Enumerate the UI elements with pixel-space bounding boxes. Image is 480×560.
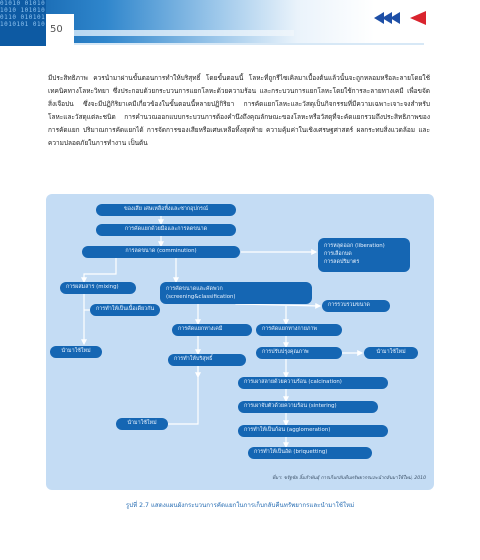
box-reuse-3: นำมาใช้ใหม่ [116, 418, 168, 430]
page-number: 50 [50, 24, 63, 35]
box-screening: การคัดขนาดและคัดพวก (screening&classification) [160, 282, 312, 304]
binary-pattern: 01010 01010 1010 101010 0110 010101 1010101 010 [0, 0, 46, 46]
box-liberation-group: การหลุดออก (liberation) การเลือกบด การลดปริมาตร [318, 238, 410, 272]
box-sintering: การเผาจับตัวด้วยความร้อน (sintering) [238, 401, 378, 413]
box-waste-scrap: ของเสีย เศษเหลือทิ้งและซากอุปกรณ์ [96, 204, 236, 216]
figure-source: ที่มา: ชรัฐชัย ลิ้มสำพันธุ์ การเก็บกลับคืนทรัพยากรและนำกลับมาใช้ใหม่, 2010 [272, 476, 426, 481]
header-rule [74, 43, 424, 45]
process-flow-diagram [46, 194, 434, 490]
box-calcination: การเผาสลายด้วยความร้อน (calcination) [238, 377, 388, 389]
header-decor-line [74, 30, 294, 36]
box-reuse-1: นำมาใช้ใหม่ [50, 346, 102, 358]
box-quality-improvement: การปรับปรุงคุณภาพ [256, 347, 342, 359]
box-mixing: การผสมสาร (mixing) [60, 282, 136, 294]
page-header [0, 0, 480, 56]
box-comminution: การลดขนาด (comminution) [82, 246, 240, 258]
nav-arrows [370, 10, 440, 26]
left-arrow-icon[interactable] [410, 11, 426, 25]
box-chemical-separation: การคัดแยกทางเคมี [172, 324, 252, 336]
box-hand-sorting: การคัดแยกด้วยมือและการลดขนาด [96, 224, 236, 236]
figure-caption: รูปที่ 2.7 แสดงแผนผังกระบวนการคัดแยกในการเก็บกลับคืนทรัพยากรและนำมาใช้ใหม่ [125, 502, 355, 509]
box-reuse-2: นำมาใช้ใหม่ [364, 347, 418, 359]
box-size-collection: การรวบรวมขนาด [322, 300, 390, 312]
box-physical-separation: การคัดแยกทางกายภาพ [256, 324, 342, 336]
box-purification: การทำให้บริสุทธิ์ [168, 354, 246, 366]
box-agglomeration: การทำให้เป็นก้อน (agglomeration) [238, 425, 388, 437]
box-briquetting: การทำให้เป็นอัด (briquetting) [248, 447, 372, 459]
body-paragraph: มีประสิทธิภาพ ควรนำมาผ่านขั้นตอนการทำให้บริสุทธิ์ โดยขั้นตอนนี้ โลหะที่ถูกรีไซเคิลมาเบื้องต้นแล้วนั้นจะถูกหลอมหรือละลายโดยใช้เทคนิคทางโลหะวิทยา ซึ่งประกอบด้วยกระบวนการแยกโลหะด้วยความร้อน และกระบวนการแยกโลหะโดยใช้การละลายทางเคมี เพื่อขจัดสิ่งเจือปน ซึ่งจะมีปฏิกิริยาเคมีเกี่ยวข้องในขั้นตอนนี้หลายปฏิกิริยา การคัดแยกโลหะและวัสดุเป็นกิจกรรมที่มีความเฉพาะเจาะจงสำหรับโลหะและวัสดุแต่ละชนิด การคำนวณออกแบบกระบวนการต้องคำนึงถึงคุณลักษณะของโลหะหรือวัสดุที่จะคัดแยกรวมถึงประสิทธิภาพของการคัดแยก ปริมาณการคัดแยกได้ การจัดการของเสียหรือเศษเหลือทิ้งสุดท้าย ความคุ้มค่าในเชิงเศรษฐศาสตร์ ผลกระทบสิ่งแวดล้อม และความปลอดภัยในการทำงาน เป็นต้น [48, 74, 430, 147]
box-homogenization: การทำให้เป็นเนื้อเดียวกัน [90, 304, 160, 316]
